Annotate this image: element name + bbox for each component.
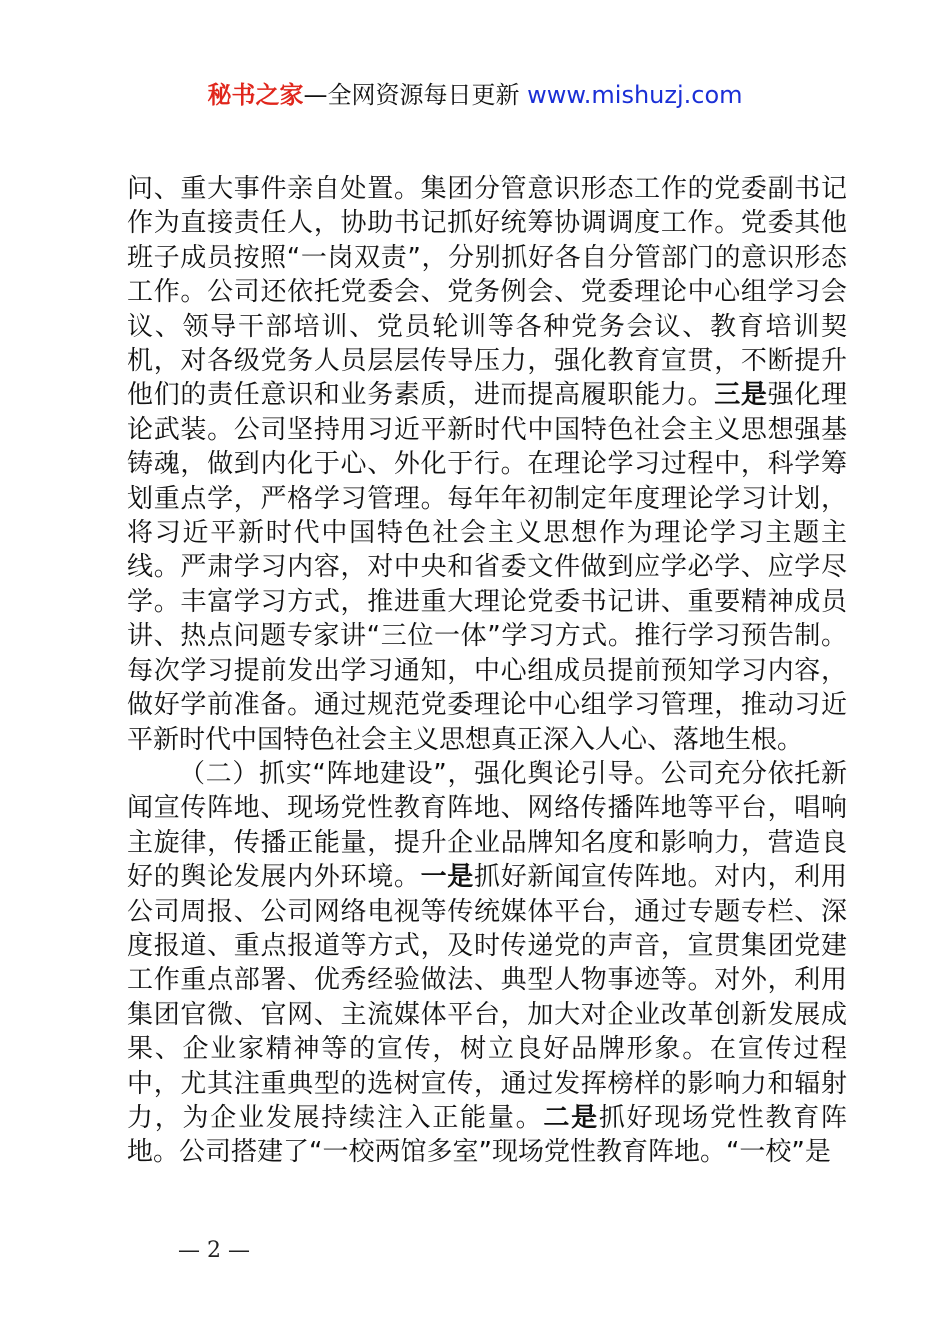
paragraph-2-text-1: （二）抓实“阵地建设”，强化舆论引导。公司充分依托新闻宣传阵地、现场党性教育阵地、网络传播阵地等平台，唱响主旋律，传播正能量，提升企业品牌知名度和影响力，营造良好的舆论发展内外环境。 xyxy=(127,758,847,893)
paragraph-2-emphasis-2: 二是 xyxy=(543,1102,599,1133)
page-number: — 2 — xyxy=(178,1238,250,1263)
paragraph-1-text-2: 强化理论武装。公司坚持用习近平新时代中国特色社会主义思想强基铸魂，做到内化于心、外化于行。在理论学习过程中，科学筹划重点学，严格学习管理。每年年初制定年度理论学习计划，将习近平新时代中国特色社会主义思想作为理论学习主题主线。严肃学习内容，对中央和省委文件做到应学必学、应学尽学。丰富学习方式，推进重大理论党委书记讲、重要精神成员讲、热点问题专家讲“三位一体”学习方式。推行学习预告制。每次学习提前发出学习通知，中心组成员提前预知学习内容，做好学前准备。通过规范党委理论中心组学习管理，推动习近平新时代中国特色社会主义思想真正深入人心、落地生根。 xyxy=(127,380,847,755)
body-paragraph-2 xyxy=(127,757,847,1170)
paragraph-1-text-1: 问、重大事件亲自处置。集团分管意识形态工作的党委副书记作为直接责任人，协助书记抓好统筹协调调度工作。党委其他班子成员按照“一岗双责”，分别抓好各自分管部门的意识形态工作。公司还依托党委会、党务例会、党委理论中心组学习会议、领导干部培训、党员轮训等各种党务会议、教育培训契机，对各级党务人员层层传导压力，强化教育宣贯，不断提升他们的责任意识和业务素质，进而提高履职能力。 xyxy=(127,174,847,411)
body-paragraph-1 xyxy=(127,172,847,757)
paragraph-2-emphasis-1: 一是 xyxy=(420,862,474,893)
paragraph-1-emphasis-1: 三是 xyxy=(714,380,768,411)
header-slogan: —全网资源每日更新 xyxy=(303,81,520,109)
header-brand: 秘书之家 xyxy=(207,81,304,109)
paragraph-2-text-3: 抓好现场党性教育阵地。公司搭建了“一校两馆多室”现场党性教育阵地。“一校”是 xyxy=(127,1102,847,1168)
page-header xyxy=(0,78,950,112)
header-url[interactable]: www.mishuzj.com xyxy=(527,81,743,109)
paragraph-2-text-2: 抓好新闻宣传阵地。对内，利用公司周报、公司网络电视等传统媒体平台，通过专题专栏、深度报道、重点报道等方式，及时传递党的声音，宣贯集团党建工作重点部署、优秀经验做法、典型人物事迹等。对外，利用集团官微、官网、主流媒体平台，加大对企业改革创新发展成果、企业家精神等的宣传，树立良好品牌形象。在宣传过程中，尤其注重典型的选树宣传，通过发挥榜样的影响力和辐射力，为企业发展持续注入正能量。 xyxy=(127,862,847,1133)
document-body xyxy=(127,172,847,1170)
